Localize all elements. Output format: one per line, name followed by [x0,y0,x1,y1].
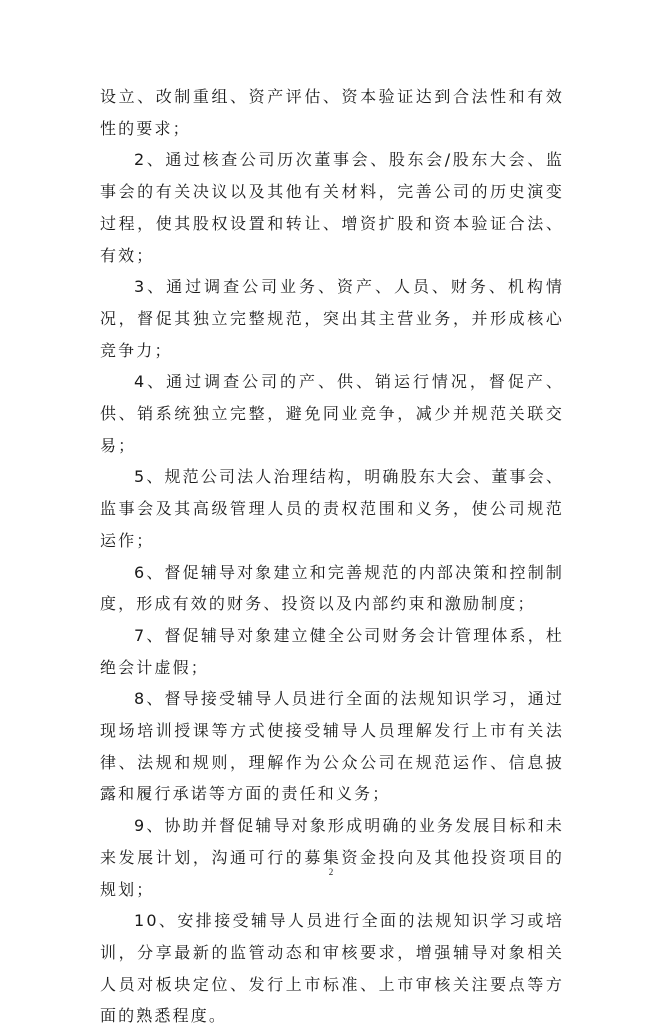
paragraph-item-5: 5、规范公司法人治理结构，明确股东大会、董事会、监事会及其高级管理人员的责权范围和义务，使公司规范运作； [100,467,564,550]
paragraph-item-3: 3、通过调查公司业务、资产、人员、财务、机构情况，督促其独立完整规范，突出其主营业务，并形成核心竞争力； [100,277,564,360]
paragraph-item-10: 10、安排接受辅导人员进行全面的法规知识学习或培训，分享最新的监管动态和审核要求，增强辅导对象相关人员对板块定位、发行上市标准、上市审核关注要点等方面的熟悉程度。 [100,911,564,1026]
page-number: 2 [328,867,334,877]
paragraph-item-7: 7、督促辅导对象建立健全公司财务会计管理体系，杜绝会计虚假； [100,625,564,677]
paragraph-item-8: 8、督导接受辅导人员进行全面的法规知识学习，通过现场培训授课等方式使接受辅导人员理解发行上市有关法律、法规和规则，理解作为公众公司在规范运作、信息披露和履行承诺等方面的责任和义务； [100,689,564,804]
paragraph-item-9: 9、协助并督促辅导对象形成明确的业务发展目标和未来发展计划，沟通可行的募集资金投向及其他投资项目的规划； [100,816,564,899]
paragraph-continuation: 设立、改制重组、资产评估、资本验证达到合法性和有效性的要求； [100,87,564,138]
paragraph-item-6: 6、督促辅导对象建立和完善规范的内部决策和控制制度，形成有效的财务、投资以及内部约束和激励制度； [100,562,564,614]
paragraph-item-4: 4、通过调查公司的产、供、销运行情况，督促产、供、销系统独立完整，避免同业竞争，减少并规范关联交易； [100,372,564,455]
document-body [100,81,564,1032]
paragraph-item-2: 2、通过核查公司历次董事会、股东会/股东大会、监事会的有关决议以及其他有关材料，完善公司的历史演变过程，使其股权设置和转让、增资扩股和资本验证合法、有效； [100,150,564,265]
